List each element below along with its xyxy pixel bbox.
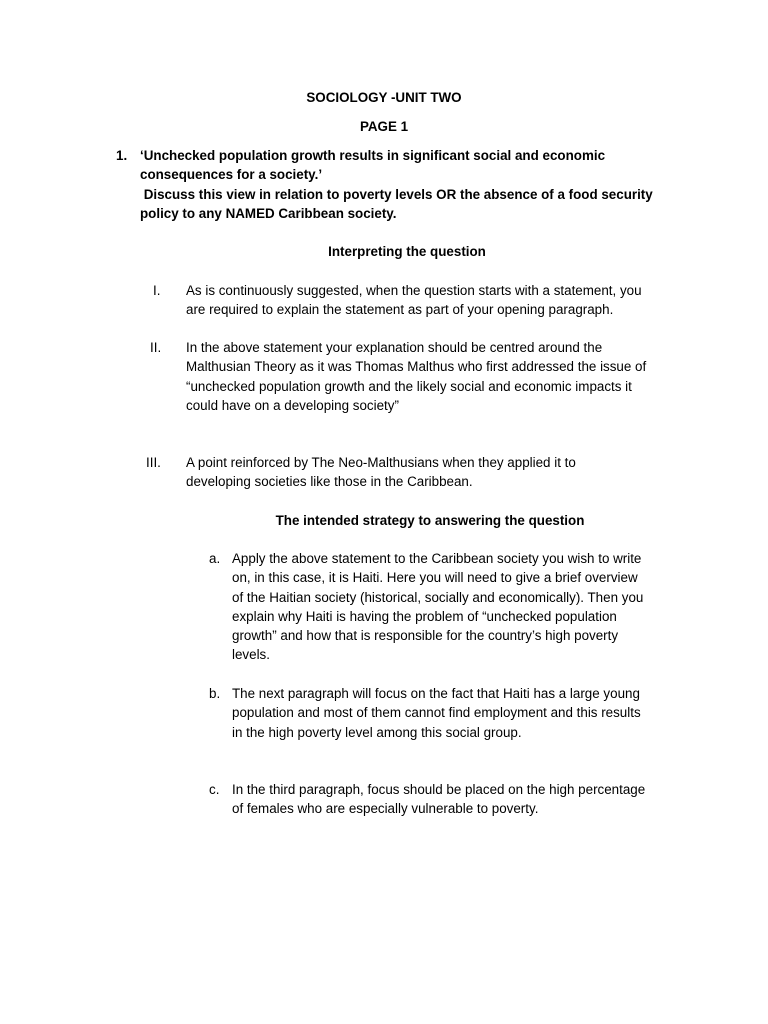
item-line: A point reinforced by The Neo-Malthusians when they applied it to — [186, 455, 576, 470]
question-line: ‘Unchecked population growth results in significant social and economic — [140, 148, 606, 163]
item-line: levels. — [232, 647, 270, 663]
item-line: in the high poverty level among this social group. — [232, 724, 522, 740]
item-line: Malthusian Theory as it was Thomas Malthus who first addressed the issue of — [186, 359, 647, 375]
item-line: In the above statement your explanation should be centred around the — [186, 340, 603, 355]
interpreting-heading: Interpreting the question — [328, 244, 486, 259]
item-line: population and most of them cannot find employment and this results — [232, 705, 641, 721]
question-line: consequences for a society.’ — [140, 167, 323, 183]
item-line: explain why Haiti is having the problem of “unchecked population — [232, 608, 617, 624]
item-line: could have on a developing society” — [186, 397, 399, 413]
item-line: developing societies like those in the Caribbean. — [186, 474, 473, 490]
item-line: on, in this case, it is Haiti. Here you will need to give a brief overview — [232, 570, 638, 586]
item-line: Apply the above statement to the Caribbean society you wish to write — [232, 551, 642, 566]
item-line: of females who are especially vulnerable to poverty. — [232, 801, 539, 817]
item-marker: II. — [150, 340, 162, 355]
item-text — [232, 780, 692, 819]
item-line: In the third paragraph, focus should be placed on the high percentage — [232, 782, 646, 797]
question-text — [140, 146, 740, 223]
item-line: growth” and how that is responsible for the country’s high poverty — [232, 628, 619, 644]
item-marker: c. — [209, 782, 220, 797]
item-text — [186, 453, 686, 492]
item-line: As is continuously suggested, when the question starts with a statement, you — [186, 283, 642, 298]
item-line: “unchecked population growth and the likely social and economic impacts it — [186, 378, 632, 394]
item-text — [186, 281, 686, 320]
item-marker: III. — [146, 455, 161, 470]
item-text — [232, 684, 692, 742]
item-text — [232, 549, 692, 665]
item-marker: a. — [209, 551, 221, 566]
item-marker: b. — [209, 686, 221, 701]
page-label: PAGE 1 — [359, 119, 409, 134]
item-line: The next paragraph will focus on the fact that Haiti has a large young — [232, 686, 640, 701]
item-text — [186, 338, 686, 415]
question-number: 1. — [116, 148, 128, 163]
document-title: SOCIOLOGY -UNIT TWO — [306, 90, 462, 105]
question-line: policy to any NAMED Caribbean society. — [140, 205, 397, 221]
item-marker: I. — [153, 283, 161, 298]
item-line: of the Haitian society (historical, socially and economically). Then you — [232, 589, 644, 605]
question-line: Discuss this view in relation to poverty levels OR the absence of a food security — [140, 186, 653, 202]
strategy-heading: The intended strategy to answering the question — [275, 513, 585, 528]
item-line: are required to explain the statement as part of your opening paragraph. — [186, 302, 614, 318]
